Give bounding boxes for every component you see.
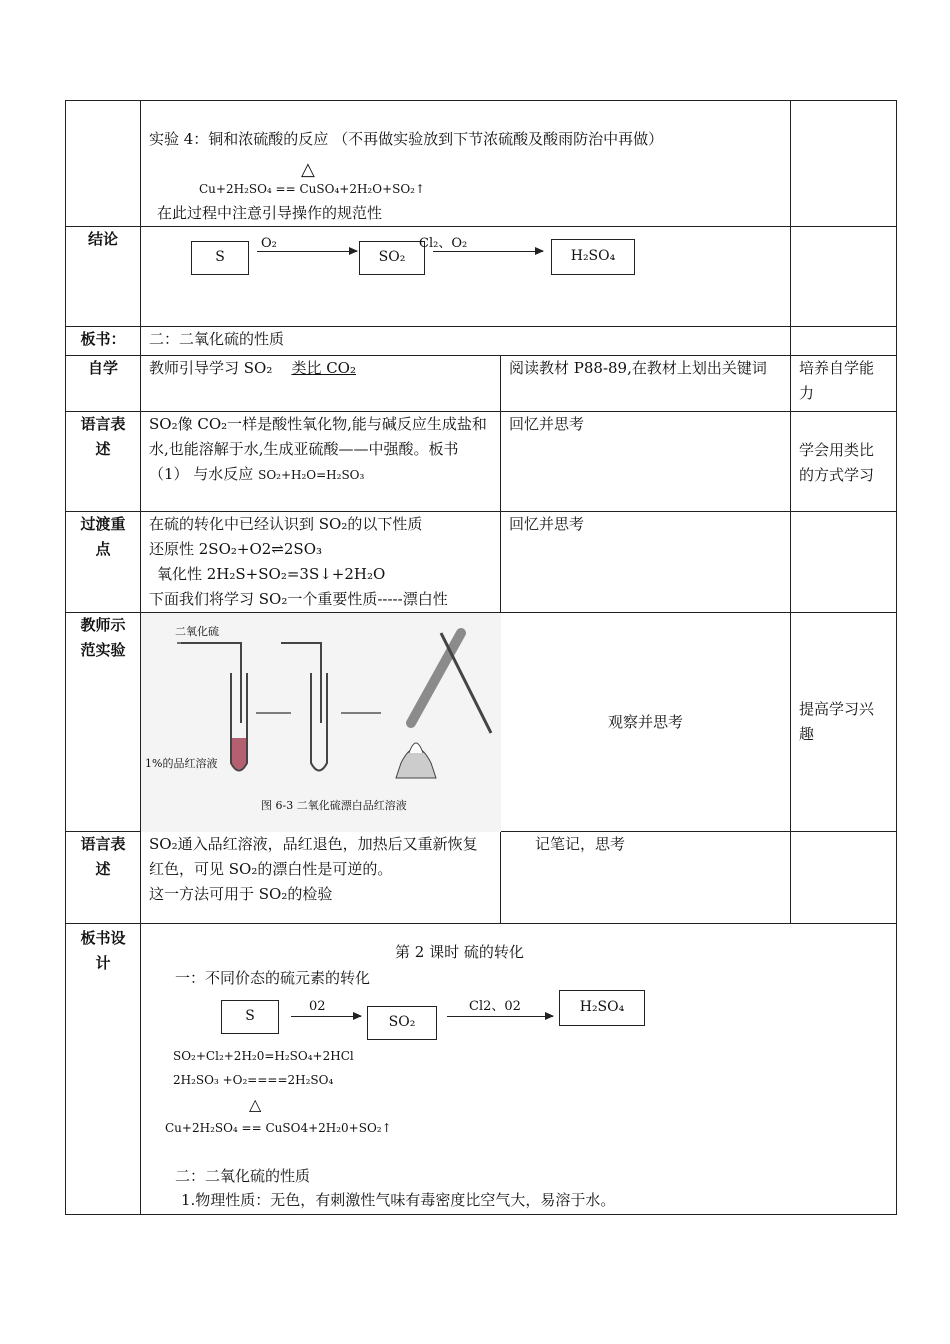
language-2-line-1: SO₂通入品红溶液，品红退色，加热后又重新恢复红色，可见 SO₂的漂白性是可逆的。 — [149, 835, 478, 878]
copper-equation: Cu+2H₂SO₄ == CuSO₄+2H₂O+SO₂↑ — [199, 182, 426, 196]
language-teacher-text: SO₂像 CO₂一样是酸性氧化物,能与碱反应生成盐和水,也能溶解于水,生成亚硫酸——中强酸。板书 （1） 与水反应 — [149, 415, 487, 483]
language-2-student: 记笔记，思考 — [501, 832, 791, 924]
flow-arrow-1 — [257, 251, 357, 252]
board-label: 板书： — [66, 327, 141, 356]
empty-purpose-cell — [791, 101, 897, 227]
language-2-line-2: 这一方法可用于 SO₂的检验 — [149, 885, 333, 903]
design-equation-3: Cu+2H₂SO₄ == CuSO4+2H₂0+SO₂↑ — [165, 1121, 392, 1135]
language-purpose: 学会用类比的方式学习 — [791, 412, 897, 512]
self-study-analogy: 类比 CO₂ — [291, 359, 356, 377]
empty-purpose-cell — [791, 512, 897, 613]
language-2-teacher-cell — [141, 832, 501, 924]
flow-box-so2: SO₂ — [359, 241, 425, 275]
empty-purpose-cell — [791, 832, 897, 924]
design-equation-2: 2H₂SO₃ +O₂====2H₂SO₄ — [173, 1073, 334, 1087]
empty-label-cell — [66, 101, 141, 227]
transition-teacher-cell — [141, 512, 501, 613]
self-study-teacher-cell — [141, 356, 501, 412]
experiment-title: 实验 4：铜和浓硫酸的反应 （不再做实验放到下节浓硫酸及酸雨防治中再做） — [149, 130, 664, 148]
row-board-design — [66, 924, 897, 1215]
demo-label: 教师示范实验 — [66, 613, 141, 832]
design-box-so2: SO₂ — [367, 1006, 437, 1040]
language-label-2: 语言表述 — [66, 832, 141, 924]
row-board — [66, 327, 897, 356]
transition-line-4: 下面我们将学习 SO₂一个重要性质-----漂白性 — [149, 590, 448, 608]
self-study-label: 自学 — [66, 356, 141, 412]
flow-label-o2: O₂ — [261, 236, 277, 251]
fuchsin-solution — [232, 738, 246, 770]
demo-figure-cell — [141, 613, 501, 832]
figure-label-solution: 1%的品红溶液 — [145, 757, 218, 770]
figure-label-gas: 二氧化硫 — [175, 625, 219, 638]
board-design-label: 板书设计 — [66, 924, 141, 1215]
figure-caption: 图 6-3 二氧化硫漂白品红溶液 — [261, 799, 407, 812]
design-arrow-2 — [447, 1016, 553, 1017]
water-reaction-equation: SO₂+H₂O=H₂SO₃ — [258, 468, 365, 482]
self-study-teacher: 教师引导学习 SO₂ — [149, 359, 273, 377]
row-language-2 — [66, 832, 897, 924]
row-conclusion — [66, 227, 897, 327]
design-equation-1: SO₂+Cl₂+2H₂0=H₂SO₄+2HCl — [173, 1049, 354, 1063]
transition-line-3: 氧化性 2H₂S+SO₂=3S↓+2H₂O — [157, 565, 386, 583]
empty-purpose-cell — [791, 327, 897, 356]
physical-properties: 1.物理性质：无色，有刺激性气味有毒密度比空气大，易溶于水。 — [181, 1191, 616, 1209]
section-1-heading: 一：不同价态的硫元素的转化 — [175, 969, 371, 987]
language-student: 回忆并思考 — [501, 412, 791, 512]
lesson-plan-table — [65, 100, 897, 1215]
design-label-cl2-o2: Cl2、02 — [469, 999, 521, 1014]
flow-box-h2so4: H₂SO₄ — [551, 239, 635, 275]
flow-label-cl2-o2: Cl₂、O₂ — [419, 236, 468, 251]
flow-box-s: S — [191, 241, 249, 275]
board-text: 二：二氧化硫的性质 — [141, 327, 791, 356]
design-box-h2so4: H₂SO₄ — [559, 990, 645, 1026]
demo-purpose: 提高学习兴趣 — [791, 613, 897, 832]
language-teacher-cell — [141, 412, 501, 512]
experiment-note: 在此过程中注意引导操作的规范性 — [157, 204, 383, 222]
design-heat-mark: △ — [249, 1095, 262, 1114]
design-arrow-1 — [291, 1016, 361, 1017]
row-demo — [66, 613, 897, 832]
section-2-heading: 二：二氧化硫的性质 — [175, 1167, 311, 1185]
language-label: 语言表述 — [66, 412, 141, 512]
row-self-study — [66, 356, 897, 412]
self-study-student: 阅读教材 P88-89,在教材上划出关键词 — [501, 356, 791, 412]
experiment-cell — [141, 101, 791, 227]
row-experiment-4 — [66, 101, 897, 227]
lesson-title: 第 2 课时 硫的转化 — [395, 943, 524, 961]
conclusion-label: 结论 — [66, 227, 141, 327]
board-design-cell — [141, 924, 897, 1215]
heat-mark: △ — [301, 159, 315, 180]
transition-line-2: 还原性 2SO₂+O2⇌2SO₃ — [149, 540, 323, 558]
transition-label: 过渡重点 — [66, 512, 141, 613]
empty-purpose-cell — [791, 227, 897, 327]
demo-student: 观察并思考 — [501, 613, 791, 832]
self-study-purpose: 培养自学能力 — [791, 356, 897, 412]
transition-student: 回忆并思考 — [501, 512, 791, 613]
row-transition — [66, 512, 897, 613]
design-box-s: S — [221, 1000, 279, 1034]
conclusion-flow-cell — [141, 227, 791, 327]
row-language-1 — [66, 412, 897, 512]
flow-arrow-2 — [433, 251, 543, 252]
transition-line-1: 在硫的转化中已经认识到 SO₂的以下性质 — [149, 515, 423, 533]
design-label-o2: 02 — [309, 999, 326, 1014]
